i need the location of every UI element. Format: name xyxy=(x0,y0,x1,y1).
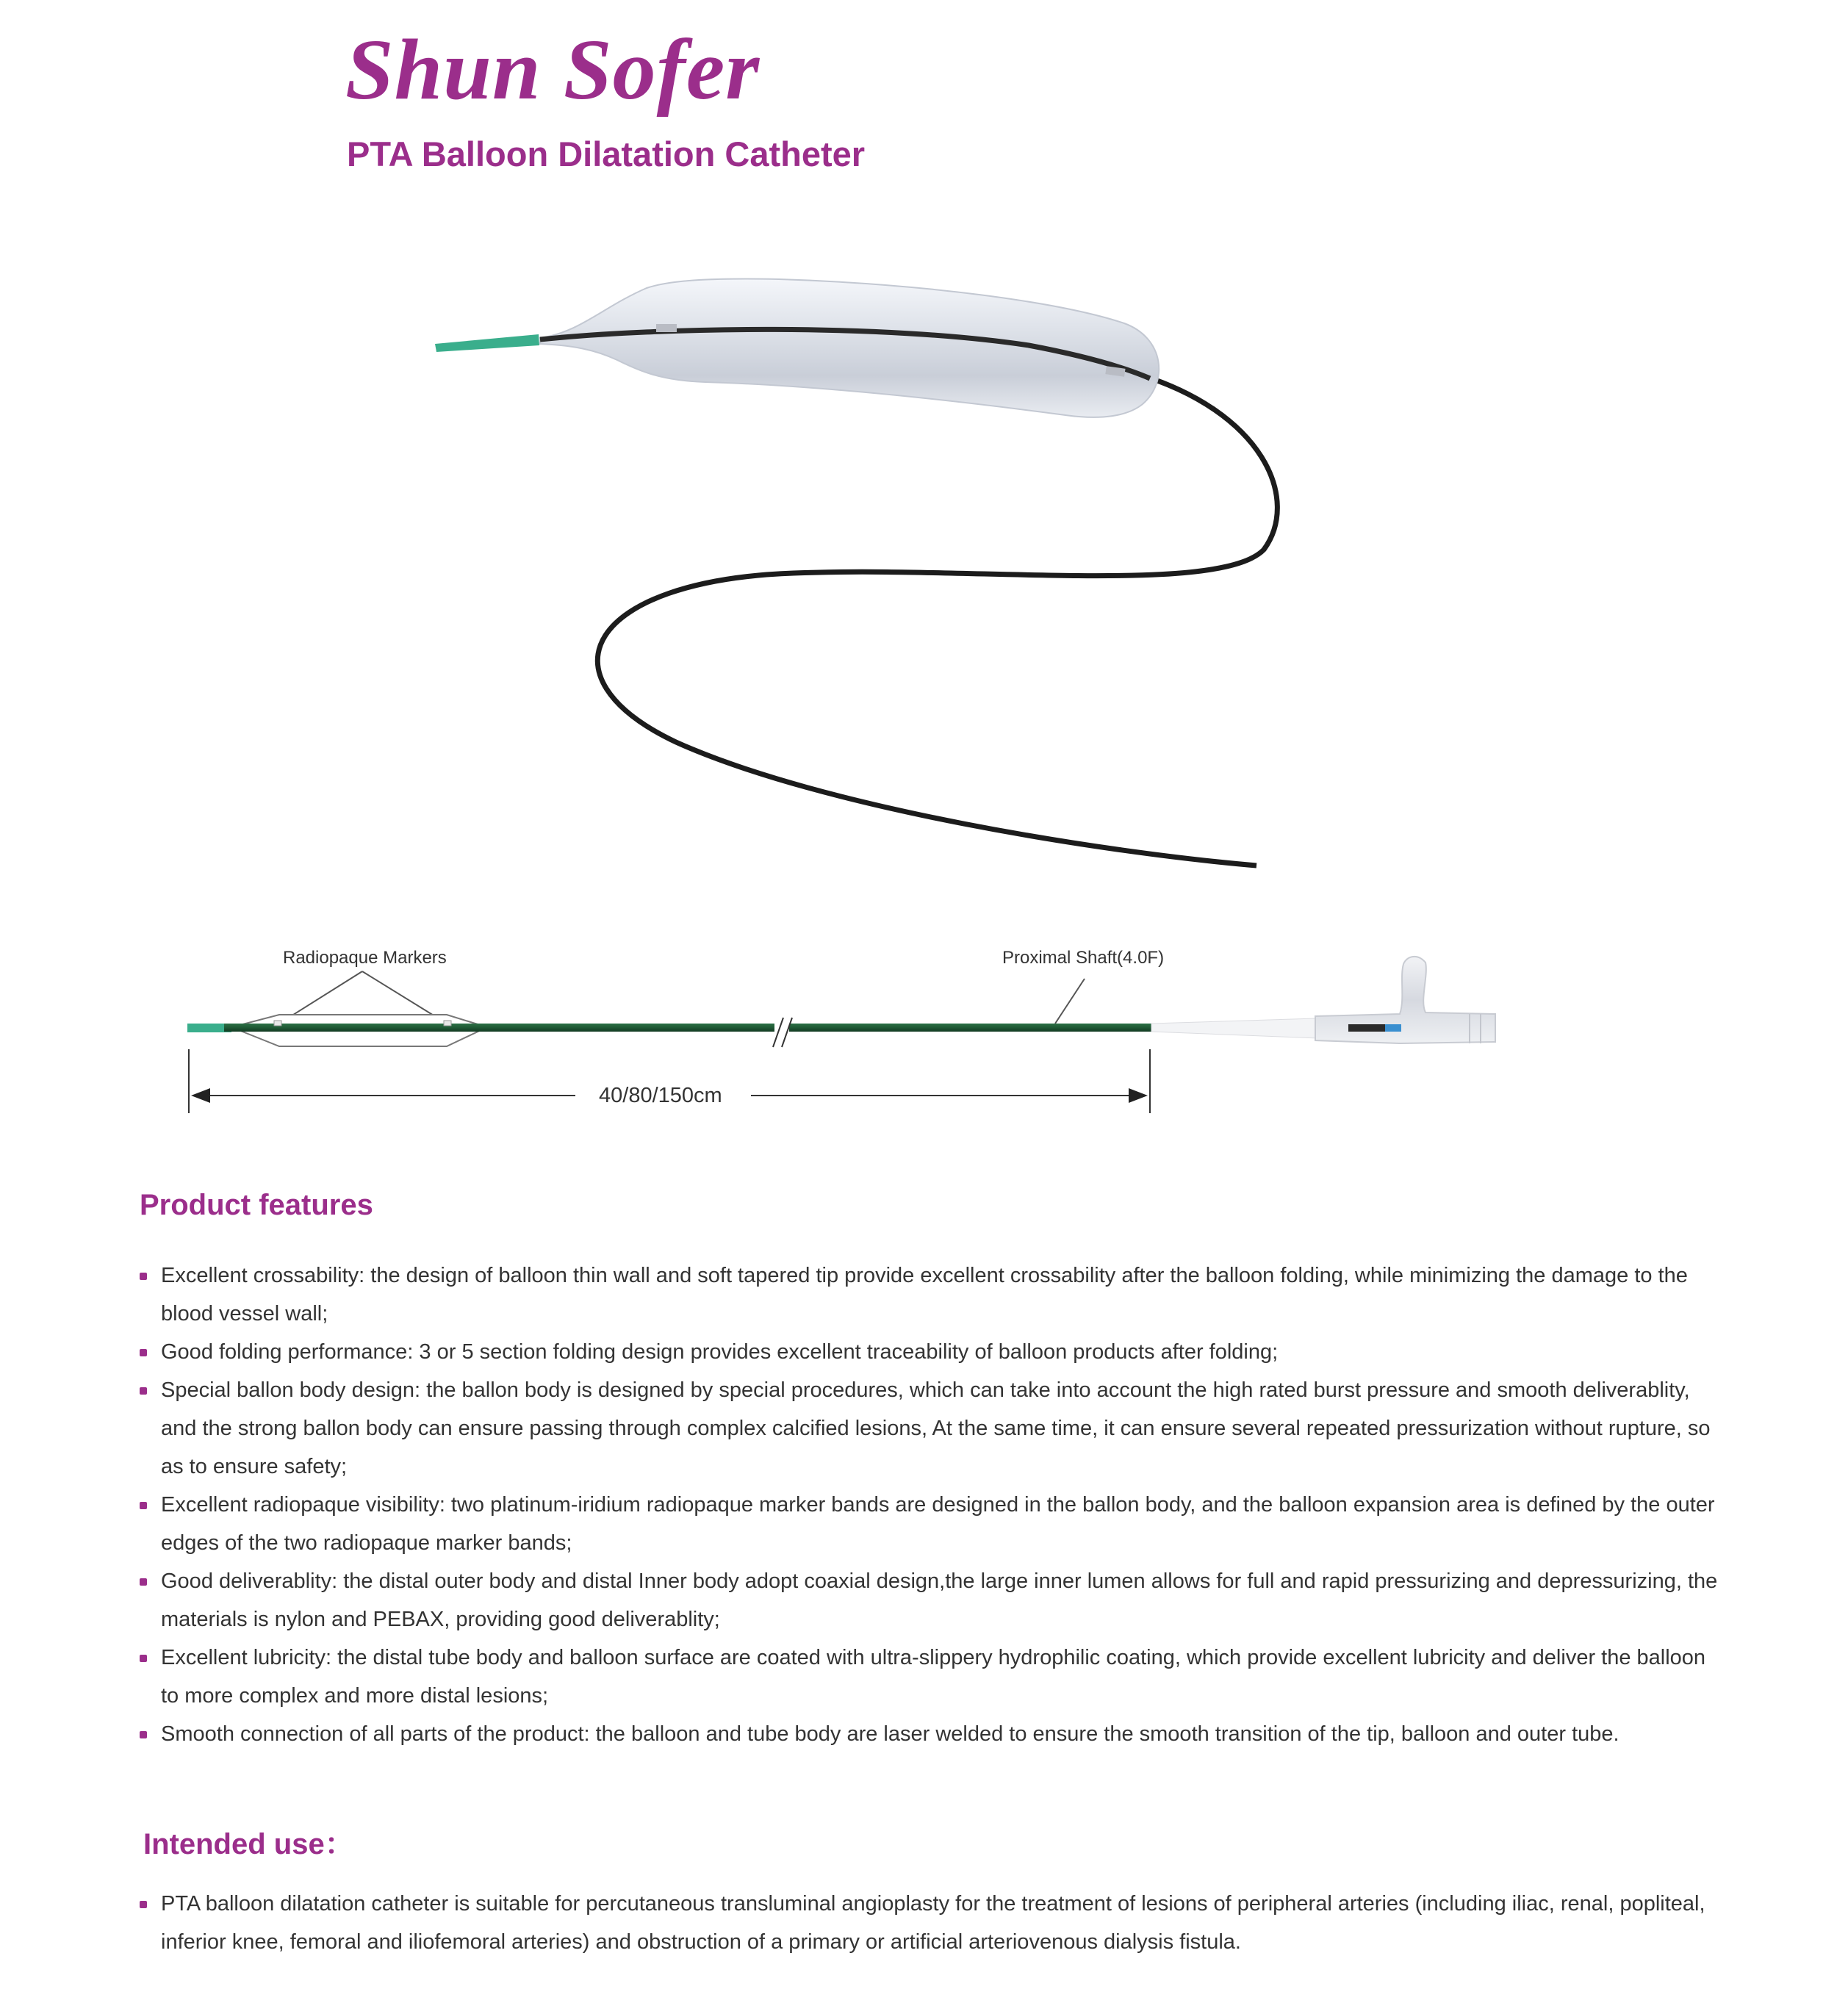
catheter-tip xyxy=(435,334,539,352)
catheter-shaft-curve xyxy=(597,373,1277,866)
product-subtitle: PTA Balloon Dilatation Catheter xyxy=(347,134,866,173)
brand-title: Shun Sofer xyxy=(345,21,761,118)
balloon-body xyxy=(540,279,1159,417)
list-item: Special ballon body design: the ballon body is designed by special procedures, which can take into account the high rated burst pressure and smooth deliverablity, and the strong ballon body can ensure passing through complex calcified lesions, At the same time, it can ensure several repeated pressurization without rupture, so as to ensure safety; xyxy=(140,1371,1719,1486)
radiopaque-markers-label: Radiopaque Markers xyxy=(283,948,447,968)
list-item: Excellent crossability: the design of balloon thin wall and soft tapered tip provide excellent crossability after the balloon folding, while minimizing the damage to the blood vessel wall; xyxy=(140,1256,1719,1333)
intended-use-list xyxy=(140,1885,1719,1961)
list-item: Good folding performance: 3 or 5 section folding design provides excellent traceability of balloon products after folding; xyxy=(140,1333,1719,1371)
dimension-arrow-right xyxy=(1129,1088,1148,1103)
strain-relief xyxy=(1151,1018,1319,1038)
marker-band-distal xyxy=(656,324,677,332)
intended-use-heading: Intended use： xyxy=(143,1828,354,1860)
product-features-list xyxy=(140,1256,1719,1753)
product-features-heading: Product features xyxy=(140,1189,373,1221)
list-item: Excellent lubricity: the distal tube body and balloon surface are coated with ultra-slippery hydrophilic coating, which provide excellent lubricity and deliver the balloon to more complex and more distal lesions; xyxy=(140,1639,1719,1715)
schematic-shaft xyxy=(224,1024,1151,1032)
dimension-arrow-left xyxy=(191,1088,210,1103)
catheter-photo xyxy=(435,279,1277,866)
proximal-shaft-label: Proximal Shaft(4.0F) xyxy=(1002,948,1165,968)
length-label: 40/80/150cm xyxy=(599,1084,722,1107)
schematic-marker-left xyxy=(274,1021,281,1026)
list-item: Smooth connection of all parts of the product: the balloon and tube body are laser welded to ensure the smooth transition of the tip, balloon and outer tube. xyxy=(140,1715,1719,1753)
catheter-schematic xyxy=(187,948,1495,1113)
luer-hub xyxy=(1315,957,1495,1043)
list-item: Good deliverablity: the distal outer body and distal Inner body adopt coaxial design,the large inner lumen allows for full and rapid pressurizing and depressurizing, the materials is nylon and PEBAX, providing good deliverablity; xyxy=(140,1562,1719,1639)
schematic-marker-right xyxy=(444,1021,451,1026)
list-item: PTA balloon dilatation catheter is suitable for percutaneous transluminal angioplasty for the treatment of lesions of peripheral arteries (including iliac, renal, popliteal, inferior knee, femoral and iliofemoral arteries) and obstruction of a primary or artificial arteriovenous dialysis fistula. xyxy=(140,1885,1719,1961)
list-item: Excellent radiopaque visibility: two platinum-iridium radiopaque marker bands are designed in the ballon body, and the balloon expansion area is defined by the outer edges of the two radiopaque marker bands; xyxy=(140,1486,1719,1562)
